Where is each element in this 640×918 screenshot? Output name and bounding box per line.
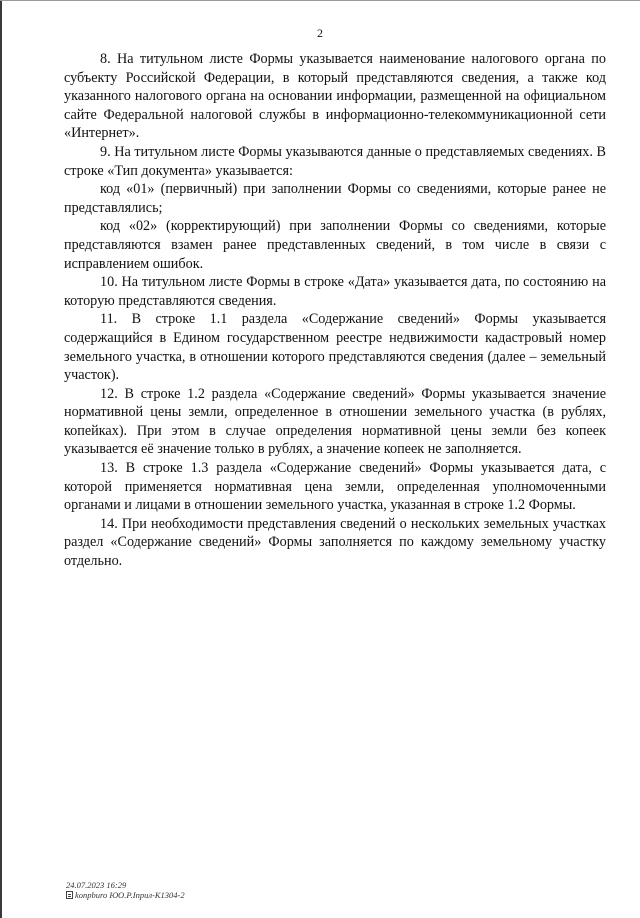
document-body <box>64 50 606 571</box>
paragraph-14: 14. При необходимости представления сведений о нескольких земельных участках раздел «Содержание сведений» Формы заполняется по каждому земельному участку отдельно. <box>64 515 606 570</box>
footer-timestamp: 24.07.2023 16:29 <box>66 880 127 890</box>
paragraph-9-code-02: код «02» (корректирующий) при заполнении Формы со сведениями, которые представляются взамен ранее представленных сведений, в том числе в связи с исправлением ошибок. <box>64 218 606 272</box>
footer-file-line <box>66 890 185 900</box>
paragraph-9: 9. На титульном листе Формы указываются данные о представляемых сведениях. В строке «Тип документа» указывается: <box>64 143 606 179</box>
paragraph-10: 10. На титульном листе Формы в строке «Дата» указывается дата, по состоянию на которую представляются сведения. <box>64 274 606 309</box>
paragraph-12: 12. В строке 1.2 раздела «Содержание сведений» Формы указывается значение нормативной цены земли, определенное в отношении земельного участка (в рублях, копейках). При этом в случае определения нормативной цены земли без копеек указывается её значение только в рублях, а значение копеек не заполняется. <box>64 385 606 458</box>
paragraph-8: 8. На титульном листе Формы указывается наименование налогового органа по субъекту Российской Федерации, в который представляются сведения, а также код указанного налогового органа на основании информации, размещенной на официальном сайте Федеральной налоговой службы в информационно-телекоммуникационной сети «Интернет». <box>64 51 606 142</box>
paragraph-13: 13. В строке 1.3 раздела «Содержание сведений» Формы указывается дата, с которой применяется нормативная цена земли, определенная уполномоченными органами и лицами в отношении земельного участка, указанная в строке 1.2 Формы. <box>64 460 606 514</box>
footer-file-ref: konpburo ЮО.Р.Iприл-К1304-2 <box>75 890 185 900</box>
paragraph-9-code-01: код «01» (первичный) при заполнении Формы со сведениями, которые ранее не представлялись; <box>64 181 606 216</box>
page-number: 2 <box>317 26 323 40</box>
paragraph-11: 11. В строке 1.1 раздела «Содержание сведений» Формы указывается содержащийся в Едином государственном реестре недвижимости кадастровый номер земельного участка, в отношении которого представляются сведения (далее – земельный участок). <box>64 311 606 384</box>
scan-edge-top <box>0 0 640 1</box>
scan-edge-left <box>0 0 2 918</box>
document-footer <box>66 880 185 900</box>
document-icon <box>66 891 73 899</box>
